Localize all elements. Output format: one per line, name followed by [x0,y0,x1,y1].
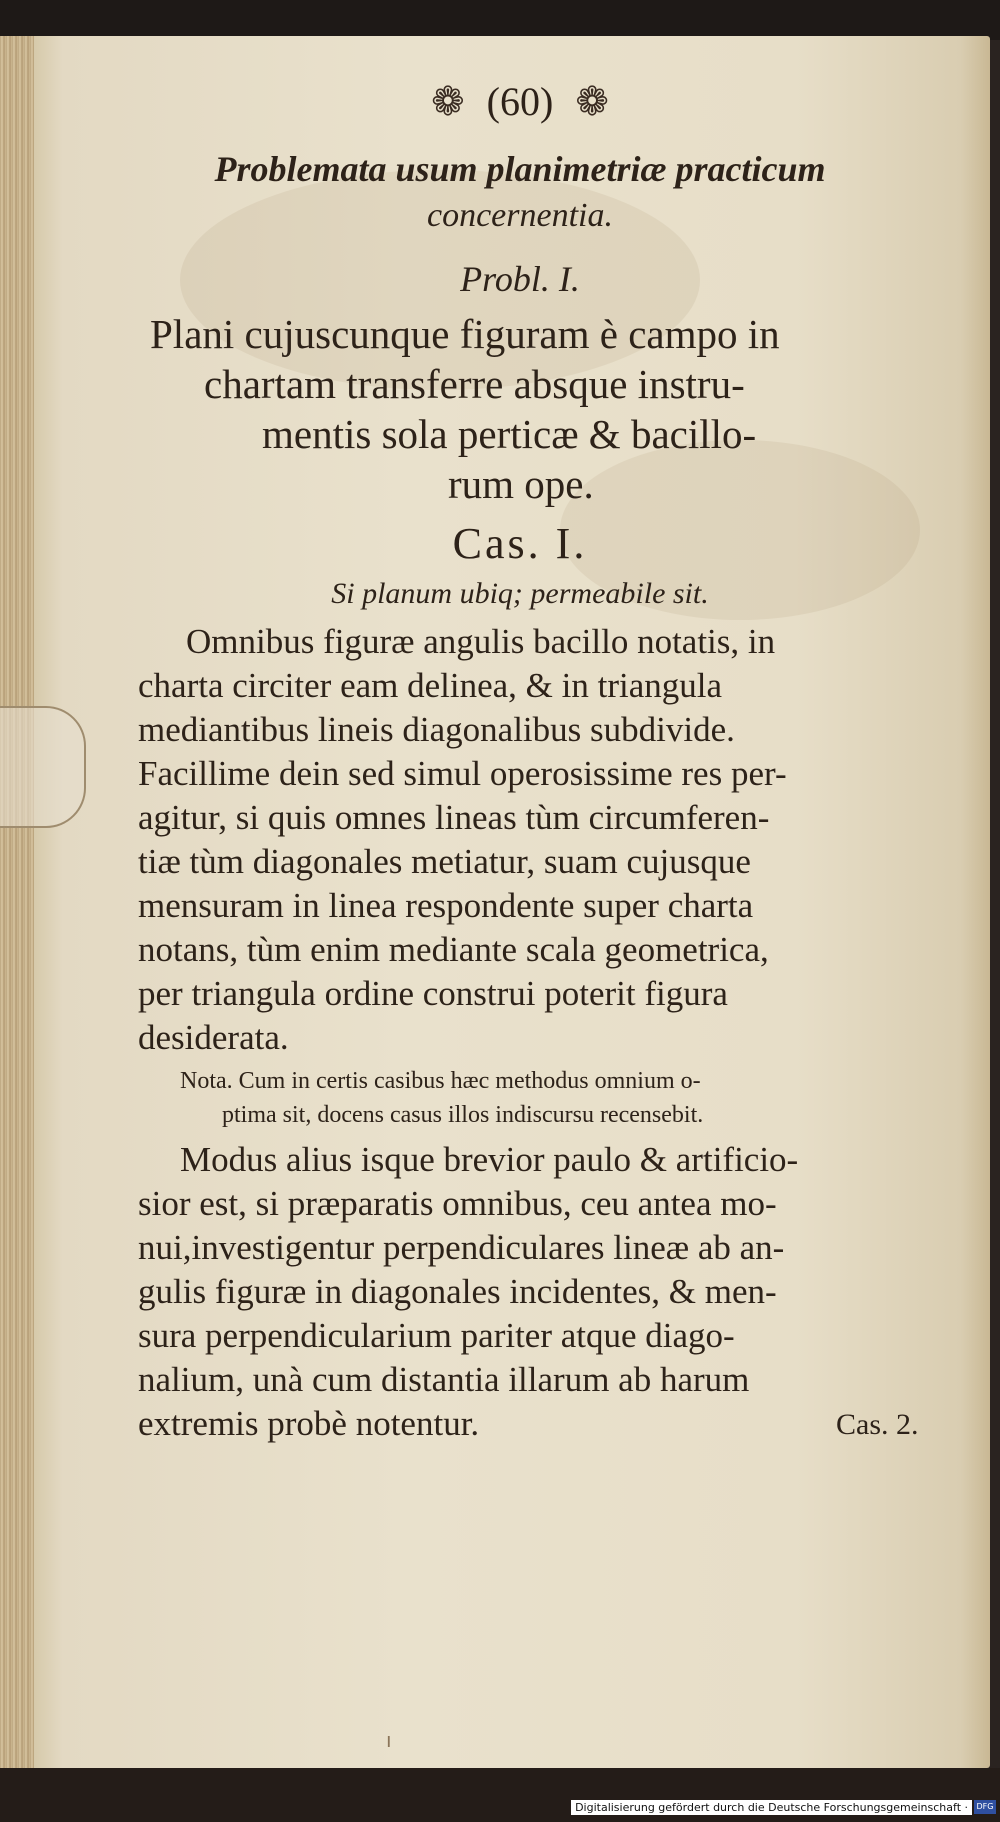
case-condition: Si planum ubiq; permeabile sit. [331,577,709,610]
paragraph-line: tiæ tùm diagonales metiatur, suam cujusque [138,842,751,881]
section-heading-line-1: Problemata usum planimetriæ practicum [214,149,826,189]
paragraph-line: mensuram in linea respondente super charta [138,886,754,925]
paragraph-line: Facillime dein sed simul operosissime res per- [138,754,787,793]
note-line: Nota. Cum in certis casibus hæc methodus omnium o- [180,1068,701,1094]
section-heading-line-2: concernentia. [427,197,613,234]
catchword: Cas. 2. [836,1408,919,1441]
page-number-text: (60) [486,79,554,124]
paragraph-line: per triangula ordine construi poterit figura [138,974,728,1013]
paragraph-line: agitur, si quis omnes lineas tùm circumferen- [138,798,770,837]
problem-label: Probl. I. [460,259,580,299]
case-label: Cas. I. [452,519,588,568]
ornament-icon: ❁ [575,79,609,124]
paragraph-line: Modus alius isque brevior paulo & artificio- [180,1140,799,1179]
paragraph-line: nalium, unà cum distantia illarum ab harum [138,1360,750,1399]
paragraph-line: extremis probè notentur. [138,1404,480,1443]
problem-title-line: mentis sola perticæ & bacillo- [262,411,757,457]
paragraph-line: charta circiter eam delinea, & in triangula [138,666,723,705]
note-line: ptima sit, docens casus illos indiscursu recensebit. [222,1102,704,1128]
paragraph-line: notans, tùm enim mediante scala geometrica, [138,930,769,969]
top-border [0,0,1000,40]
digitization-credit: Digitalisierung gefördert durch die Deutsche Forschungsgemeinschaft · [571,1800,972,1815]
paragraph-line: nui,investigentur perpendiculares lineæ ab an- [138,1228,785,1267]
paragraph-line: desiderata. [138,1018,289,1057]
paragraph-line: gulis figuræ in diagonales incidentes, & men- [138,1272,777,1311]
problem-title-line: chartam transferre absque instru- [204,361,745,407]
paragraph-line: sura perpendicularium pariter atque diago- [138,1316,735,1355]
problem-title-line: Plani cujuscunque figuram è campo in [150,311,780,357]
page-edges [0,36,34,1768]
paragraph-line: Omnibus figuræ angulis bacillo notatis, in [186,622,776,661]
paragraph-line: mediantibus lineis diagonalibus subdivide. [138,710,735,749]
paragraph-line: sior est, si præparatis omnibus, ceu antea mo- [138,1184,777,1223]
dfg-logo: DFG [974,1800,996,1814]
page-number [140,78,900,125]
problem-title-line: rum ope. [448,461,594,507]
ornament-icon: ❁ [431,79,465,124]
margin-mark: ı [386,1728,392,1752]
page-clip [0,706,86,828]
